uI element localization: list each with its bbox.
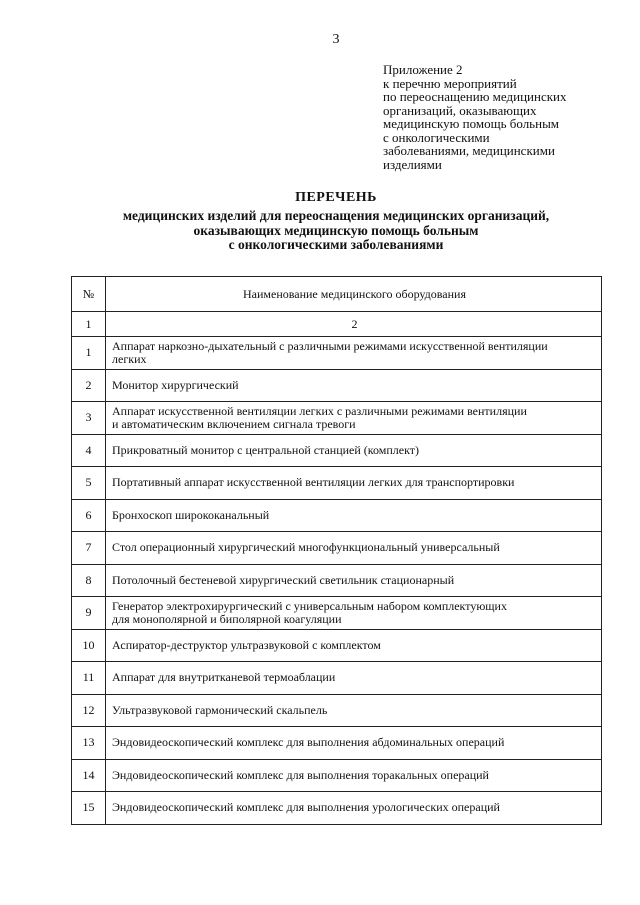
table-row — [72, 792, 602, 825]
row-number: 10 — [72, 629, 106, 662]
document-title: ПЕРЕЧЕНЬ — [295, 190, 377, 205]
row-number: 5 — [72, 467, 106, 500]
appendix-line: Приложение 2 — [383, 62, 463, 77]
row-name-line: Генератор электрохирургический с универсальным набором комплектующих — [112, 598, 507, 613]
table-row — [72, 337, 602, 370]
row-number: 13 — [72, 727, 106, 760]
row-name-line: Монитор хирургический — [112, 377, 239, 392]
appendix-line: медицинскую помощь больным — [383, 116, 560, 131]
table-row — [72, 597, 602, 630]
appendix-line: к перечню мероприятий — [383, 75, 517, 91]
table-row — [72, 662, 602, 695]
table-row — [72, 434, 602, 467]
row-name-line: Аппарат искусственной вентиляции легких с различными режимами вентиляции — [112, 403, 527, 418]
table-row — [72, 402, 602, 435]
row-name-line: Аппарат для внутритканевой термоаблации — [112, 670, 336, 685]
page-number: 3 — [332, 32, 340, 47]
row-name-line: Эндовидеоскопический комплекс для выполнения торакальных операций — [112, 767, 489, 782]
row-number: 14 — [72, 759, 106, 792]
table-header-row — [72, 277, 602, 312]
row-number: 9 — [72, 597, 106, 630]
row-number: 1 — [72, 337, 106, 370]
table-row — [72, 759, 602, 792]
row-name — [106, 467, 602, 500]
row-name-line: Потолочный бестеневой хирургический светильник стационарный — [112, 572, 455, 587]
row-name — [106, 499, 602, 532]
row-number: 12 — [72, 694, 106, 727]
table-row — [72, 532, 602, 565]
row-name — [106, 629, 602, 662]
row-number: 6 — [72, 499, 106, 532]
equipment-table-body — [72, 277, 602, 825]
row-name-line: Аппарат наркозно-дыхательный с различными режимами искусственной вентиляции — [112, 338, 548, 353]
row-name — [106, 792, 602, 825]
row-name-line: Стол операционный хирургический многофункциональный универсальный — [112, 540, 500, 555]
row-name-line: Аспиратор-деструктор ультразвуковой с комплектом — [112, 637, 381, 652]
appendix-note — [383, 63, 623, 171]
equipment-table — [71, 276, 602, 825]
row-number: 8 — [72, 564, 106, 597]
row-name-line: и автоматическим включением сигнала тревоги — [112, 416, 356, 431]
appendix-line: заболеваниями, медицинскими — [383, 143, 555, 158]
row-number: 4 — [72, 434, 106, 467]
table-row — [72, 369, 602, 402]
appendix-line: изделиями — [383, 156, 442, 172]
appendix-line: организаций, оказывающих — [383, 102, 537, 118]
row-name-line: Ультразвуковой гармонический скальпель — [112, 702, 328, 717]
row-name — [106, 694, 602, 727]
row-name — [106, 337, 602, 370]
table-row — [72, 564, 602, 597]
row-name-line: Прикроватный монитор с центральной станцией (комплект) — [112, 442, 420, 457]
subtitle-line: оказывающих медицинскую помощь больным — [193, 222, 479, 238]
row-name — [106, 402, 602, 435]
row-name — [106, 662, 602, 695]
row-name-line: Эндовидеоскопический комплекс для выполнения абдоминальных операций — [112, 735, 505, 750]
row-name-line: Бронхоскоп ширококанальный — [112, 507, 270, 522]
table-row — [72, 629, 602, 662]
table-row — [72, 727, 602, 760]
appendix-line: по переоснащению медицинских — [383, 89, 567, 104]
row-name-line: Эндовидеоскопический комплекс для выполнения урологических операций — [112, 800, 500, 815]
row-name — [106, 434, 602, 467]
row-number: 3 — [72, 402, 106, 435]
table-row — [72, 499, 602, 532]
header-name: Наименование медицинского оборудования — [106, 277, 602, 312]
row-name-line: Портативный аппарат искусственной вентиляции легких для транспортировки — [112, 475, 515, 490]
row-name — [106, 727, 602, 760]
column-number-row — [72, 312, 602, 337]
table-row — [72, 694, 602, 727]
row-name — [106, 369, 602, 402]
row-name — [106, 597, 602, 630]
column-number-2: 2 — [106, 312, 602, 337]
table-row — [72, 467, 602, 500]
row-name-line: для монополярной и биполярной коагуляции — [112, 611, 342, 626]
row-name-line: легких — [112, 351, 147, 366]
appendix-line: с онкологическими — [383, 129, 490, 145]
row-number: 11 — [72, 662, 106, 695]
row-name — [106, 759, 602, 792]
subtitle-line: медицинских изделий для переоснащения медицинских организаций, — [122, 208, 550, 223]
row-name — [106, 564, 602, 597]
header-number: № — [72, 277, 106, 312]
row-number: 15 — [72, 792, 106, 825]
column-number-1: 1 — [72, 312, 106, 337]
document-subtitle — [0, 209, 640, 253]
row-number: 7 — [72, 532, 106, 565]
subtitle-line: с онкологическими заболеваниями — [228, 237, 444, 252]
row-name — [106, 532, 602, 565]
row-number: 2 — [72, 369, 106, 402]
